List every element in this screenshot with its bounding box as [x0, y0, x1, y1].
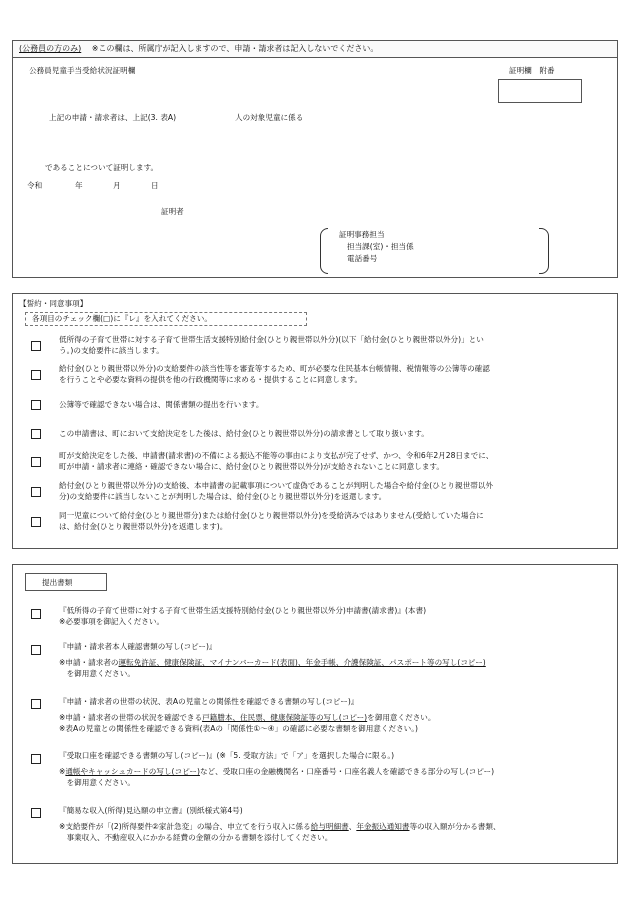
- pledge-item-3: 公簿等で確認できない場合は、関係書類の提出を行います。: [59, 400, 264, 409]
- underlined-note-text: 通帳やキャッシュカードの写し(コピー): [65, 767, 200, 776]
- pledge-item-4: この申請書は、町において支給決定をした後は、給付金(ひとり親世帯以外分)の請求書として取り扱います。: [59, 429, 429, 438]
- document-checkbox-5[interactable]: [31, 808, 41, 818]
- pledge-checkbox-2[interactable]: [31, 370, 41, 380]
- pledge-instruction: 各項目のチェック欄(□)に『レ』を入れてください。: [25, 312, 307, 326]
- office-contact-title: 証明事務担当: [339, 230, 385, 239]
- statement-line-1b: 人の対象児童に係る: [235, 113, 304, 122]
- child-count-field[interactable]: [205, 111, 231, 123]
- documents-title: 提出書類: [42, 578, 73, 587]
- underlined-note-text: 戸籍謄本、住民票、健康保険証等の写し(コピー): [202, 713, 368, 722]
- document-item-1: 『低所得の子育て世帯に対する子育て世帯生活支援特別給付金(ひとり親世帯以外分)申請書(請求書)』(本書) ※必要事項を御記入ください。: [59, 605, 614, 627]
- document-notes-5: [59, 821, 614, 843]
- date-era: 令和: [27, 181, 43, 190]
- document-notes-2: [59, 657, 614, 679]
- section-header: [13, 41, 617, 58]
- note-text: ※申請・請求者の: [59, 658, 119, 667]
- pledge-checkbox-7[interactable]: [31, 517, 41, 527]
- pledge-checkbox-1[interactable]: [31, 341, 41, 351]
- underlined-note-text: 運転免許証、健康保険証、マイナンバーカード(表面)、年金手帳、介護保険証、パスポート等の写し(コピー): [118, 658, 486, 667]
- pledge-checkbox-6[interactable]: [31, 487, 41, 497]
- note-text: ※支給要件が「(2)所得要件②家計急変」の場合、申立てを行う収入に係る: [59, 822, 311, 831]
- certifier-field[interactable]: [203, 203, 453, 217]
- certification-title: 公務員児童手当受給状況証明欄: [29, 66, 136, 75]
- date-day: 日: [151, 181, 159, 190]
- document-item-2: 『申請・請求者本人確認書類の写し(コピー)』 ※申請・請求者の運転免許証、健康保険証、マイナンバーカード(表面)、年金手帳、介護保険証、パスポート等の写し(コピー) を御用意ください。: [59, 641, 614, 679]
- official-only-label: (公務員の方のみ): [19, 44, 82, 53]
- document-note-line: [59, 777, 614, 788]
- required-documents-section: [12, 564, 618, 864]
- document-note-line: [59, 616, 614, 627]
- date-year: 年: [75, 181, 83, 190]
- office-phone-label: 電話番号: [347, 254, 378, 263]
- statement-line-2: であることについて証明します。: [45, 163, 159, 172]
- cert-number-field[interactable]: [498, 79, 582, 103]
- document-note-line: [59, 723, 614, 734]
- documents-title-box: [25, 573, 107, 591]
- note-text: ※表Aの児童との関係性を確認できる資料(表Aの「関係性①～④」の確認に必要な書類を御用意ください。): [59, 724, 419, 733]
- document-note-line: [59, 832, 614, 843]
- document-note-line: [59, 668, 614, 679]
- statement-line-1a: 上記の申請・請求者は、上記(3. 表A): [49, 113, 177, 122]
- note-text: を御用意ください。: [59, 778, 135, 787]
- underlined-note-text: 給与明細書: [310, 822, 349, 831]
- note-text: 事業収入、不動産収入にかかる経費の金額の分かる書類を添付してください。: [59, 833, 333, 842]
- document-notes-3: [59, 712, 614, 734]
- document-notes-4: [59, 766, 614, 788]
- date-month: 月: [113, 181, 121, 190]
- certifier-label: 証明者: [161, 207, 184, 216]
- document-checkbox-1[interactable]: [31, 609, 41, 619]
- document-item-3: 『申請・請求者の世帯の状況、表Aの児童との関係性を確認できる書類の写し(コピー)』 ※申請・請求者の世帯の状況を確認できる戸籍謄本、住民票、健康保険証等の写し(コピー)を御用意ください。 ※表Aの児童との関係性を確認できる資料(表Aの「関係性①～④」の確認に必要な書類を御用意ください。): [59, 696, 614, 734]
- document-item-4: 『受取口座を確認できる書類の写し(コピー)』(※「5. 受取方法」で「ア」を選択した場合に限る。) ※通帳やキャッシュカードの写し(コピー)など、受取口座の金融機関名・口座番号・口座名義人を確認できる部分の写し(コピー) を御用意ください。: [59, 750, 614, 788]
- office-department-label: 担当課(室)・担当係: [347, 242, 414, 251]
- note-text: を御用意ください。: [59, 669, 135, 678]
- pledge-item-1: 低所得の子育て世帯に対する子育て世帯生活支援特別給付金(ひとり親世帯以外分)(以下「給付金(ひとり親世帯以外分)」とい う。)の支給要件に該当します。: [59, 335, 484, 355]
- pledge-item-2: 給付金(ひとり親世帯以外分)の支給要件の該当性等を審査等するため、町が必要な住民基本台帳情報、税情報等の公簿等の確認 を行うことや必要な資料の提供を他の行政機関等に求める・提供することに同意します。: [59, 364, 490, 384]
- header-note: ※この欄は、所属庁が記入しますので、申請・請求者は記入しないでください。: [91, 44, 379, 53]
- document-note-line: [59, 821, 614, 832]
- document-checkbox-4[interactable]: [31, 754, 41, 764]
- note-text: 等の収入額が分かる書類、: [409, 822, 501, 831]
- note-text: ※必要事項を御記入ください。: [59, 617, 165, 626]
- underlined-note-text: 年金振込通知書: [356, 822, 410, 831]
- pledge-checkbox-3[interactable]: [31, 400, 41, 410]
- pledge-item-6: 給付金(ひとり親世帯以外分)の支給後、本申請書の記載事項について虚偽であることが判明した場合や給付金(ひとり親世帯以外 分)の支給要件に該当しないことが判明した場合は、給付金(ひとり親世帯以外分)を返還します。: [59, 481, 493, 501]
- cert-number-label: 証明欄 附番: [509, 66, 555, 75]
- document-note-line: [59, 766, 614, 777]
- note-text: ※: [59, 767, 66, 776]
- document-note-line: [59, 712, 614, 723]
- document-note-line: [59, 657, 614, 668]
- pledge-checkbox-5[interactable]: [31, 457, 41, 467]
- pledge-item-5: 町が支給決定をした後、申請書(請求書)の不備による振込不能等の事由により支払が完了せず、かつ、令和6年2月28日までに、 町が申請・請求者に連絡・確認できない場合に、給付金(ひとり親世帯以外分)が支給されないことに同意します。: [59, 451, 494, 471]
- pledge-checkbox-4[interactable]: [31, 429, 41, 439]
- document-checkbox-2[interactable]: [31, 645, 41, 655]
- note-text: 、: [348, 822, 357, 831]
- pledge-consent-section: [12, 293, 618, 549]
- document-notes-1: [59, 616, 614, 627]
- official-certification-section: [12, 40, 618, 278]
- document-checkbox-3[interactable]: [31, 699, 41, 709]
- pledge-item-7: 同一児童について給付金(ひとり親世帯分)または給付金(ひとり親世帯以外分)を受給済みではありません(受給していた場合に は、給付金(ひとり親世帯以外分)を返還します)。: [59, 511, 484, 531]
- note-text: を御用意ください。: [367, 713, 436, 722]
- note-text: など、受取口座の金融機関名・口座番号・口座名義人を確認できる部分の写し(コピー): [199, 767, 495, 776]
- pledge-title: 【誓約・同意事項】: [19, 299, 88, 308]
- note-text: ※申請・請求者の世帯の状況を確認できる: [59, 713, 203, 722]
- document-item-5: 『簡易な収入(所得)見込額の申立書』(別紙様式第4号) ※支給要件が「(2)所得要件②家計急変」の場合、申立てを行う収入に係る給与明細書、年金振込通知書等の収入額が分かる書類、 事業収入、不動産収入にかかる経費の金額の分かる書類を添付してください。: [59, 805, 614, 843]
